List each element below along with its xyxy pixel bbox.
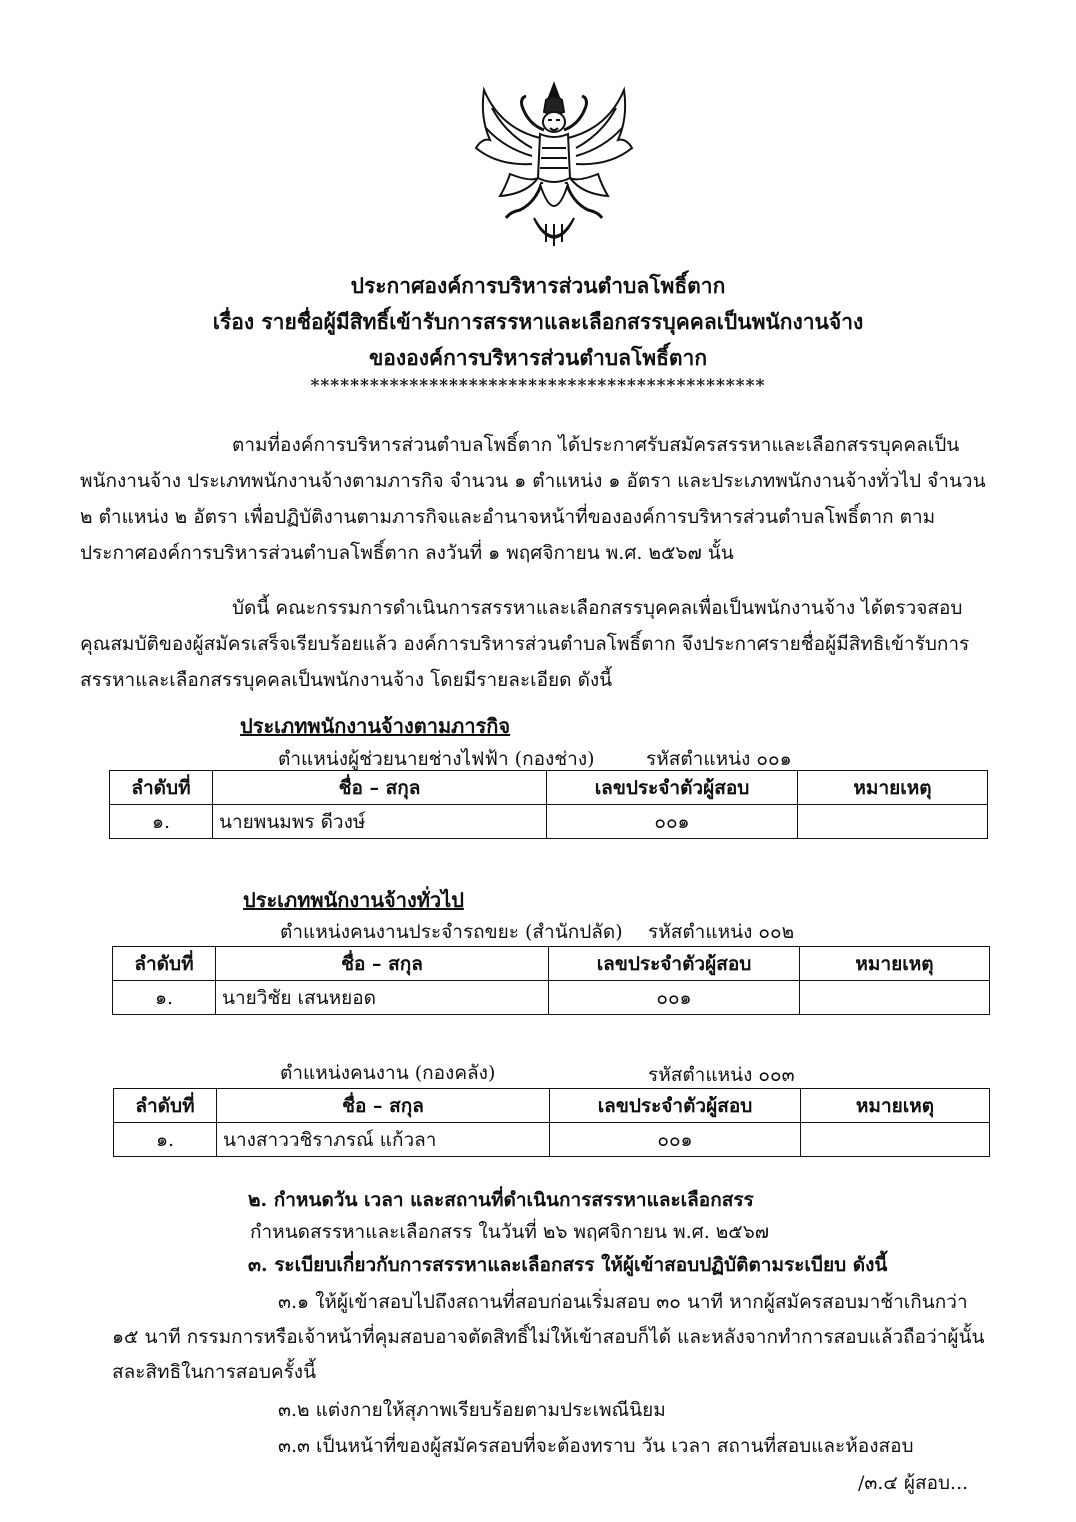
intro-paragraph-2-line-1: บัดนี้ คณะกรรมการดำเนินการสรรหาและเลือกสรรบุคคลเพื่อเป็นพนักงานจ้าง ได้ตรวจสอบ <box>232 597 963 619</box>
cell-remark <box>800 981 990 1015</box>
announcement-organization: ขององค์การบริหารส่วนตำบลโพธิ์ตาก <box>368 345 708 370</box>
intro-paragraph-2-line-2: คุณสมบัติของผู้สมัครเสร็จเรียบร้อยแล้ว องค์การบริหารส่วนตำบลโพธิ์ตาก จึงประกาศรายชื่อผู้มีสิทธิเข้ารับการ <box>80 633 970 655</box>
column-header-order: ลำดับที่ <box>110 771 213 805</box>
cell-name: นายวิชัย เสนหยอด <box>216 981 549 1015</box>
intro-paragraph-1-line-2: พนักงานจ้าง ประเภทพนักงานจ้างตามภารกิจ จำนวน ๑ ตำแหน่ง ๑ อัตรา และประเภทพนักงานจ้างทั่วไป จำนวน <box>80 470 986 492</box>
table-row <box>110 805 988 839</box>
section-3-table <box>113 1088 990 1157</box>
intro-paragraph-1-line-1: ตามที่องค์การบริหารส่วนตำบลโพธิ์ตาก ได้ประกาศรับสมัครสรรหาและเลือกสรรบุคคลเป็น <box>232 434 960 456</box>
item-3-1-line-3: สละสิทธิในการสอบครั้งนี้ <box>112 1361 317 1383</box>
cell-order: ๑. <box>114 1123 217 1157</box>
table-header-row <box>110 771 988 805</box>
cell-exam-id: ๐๐๑ <box>549 981 800 1015</box>
separator-stars: ********************************************** <box>310 376 766 396</box>
continuation-marker: /๓.๔ ผู้สอบ... <box>858 1472 969 1494</box>
section-2-position-code: รหัสตำแหน่ง ๐๐๒ <box>648 921 795 943</box>
section-3-position-code: รหัสตำแหน่ง ๐๐๓ <box>648 1064 795 1086</box>
item-3-1-line-1: ๓.๑ ให้ผู้เข้าสอบไปถึงสถานที่สอบก่อนเริ่มสอบ ๓๐ นาที หากผู้สมัครสอบมาช้าเกินกว่า <box>278 1291 968 1313</box>
column-header-name: ชื่อ – สกุล <box>216 947 549 981</box>
table-header-row <box>113 947 990 981</box>
section-1-position-code: รหัสตำแหน่ง ๐๐๑ <box>646 748 792 770</box>
announcement-subject: เรื่อง รายชื่อผู้มีสิทธิ์เข้ารับการสรรหาและเลือกสรรบุคคลเป็นพนักงานจ้าง <box>212 309 864 334</box>
cell-name: นายพนมพร ดีวงษ์ <box>213 805 547 839</box>
cell-exam-id: ๐๐๑ <box>547 805 798 839</box>
item-2-heading: ๒. กำหนดวัน เวลา และสถานที่ดำเนินการสรรหาและเลือกสรร <box>248 1189 754 1211</box>
cell-order: ๑. <box>113 981 216 1015</box>
section-1-heading: ประเภทพนักงานจ้างตามภารกิจ <box>240 714 511 738</box>
item-3-2: ๓.๒ แต่งกายให้สุภาพเรียบร้อยตามประเพณีนิยม <box>278 1399 666 1421</box>
section-1-table <box>109 770 988 839</box>
column-header-exam-id: เลขประจำตัวผู้สอบ <box>550 1089 801 1123</box>
cell-exam-id: ๐๐๑ <box>550 1123 801 1157</box>
cell-remark <box>798 805 988 839</box>
item-3-3: ๓.๓ เป็นหน้าที่ของผู้สมัครสอบที่จะต้องทราบ วัน เวลา สถานที่สอบและห้องสอบ <box>278 1435 914 1457</box>
item-3-1-line-2: ๑๕ นาที กรรมการหรือเจ้าหน้าที่คุมสอบอาจตัดสิทธิ์ไม่ให้เข้าสอบก็ได้ และหลังจากทำการสอบแล้วถือว่าผู้นั้น <box>112 1326 985 1348</box>
table-header-row <box>114 1089 990 1123</box>
section-2-position: ตำแหน่งคนงานประจำรถขยะ (สำนักปลัด) <box>280 921 623 943</box>
item-3-heading: ๓. ระเบียบเกี่ยวกับการสรรหาและเลือกสรร ให้ผู้เข้าสอบปฏิบัติตามระเบียบ ดังนี้ <box>248 1254 888 1276</box>
column-header-name: ชื่อ – สกุล <box>213 771 547 805</box>
item-2-text: กำหนดสรรหาและเลือกสรร ในวันที่ ๒๖ พฤศจิกายน พ.ศ. ๒๕๖๗ <box>250 1221 770 1243</box>
section-3-position: ตำแหน่งคนงาน (กองคลัง) <box>280 1062 496 1084</box>
column-header-remark: หมายเหตุ <box>801 1089 990 1123</box>
column-header-exam-id: เลขประจำตัวผู้สอบ <box>549 947 800 981</box>
announcement-title: ประกาศองค์การบริหารส่วนตำบลโพธิ์ตาก <box>350 273 726 298</box>
column-header-order: ลำดับที่ <box>114 1089 217 1123</box>
column-header-remark: หมายเหตุ <box>798 771 988 805</box>
column-header-order: ลำดับที่ <box>113 947 216 981</box>
table-row <box>114 1123 990 1157</box>
garuda-emblem-icon <box>470 78 638 258</box>
cell-remark <box>801 1123 990 1157</box>
intro-paragraph-2-line-3: สรรหาและเลือกสรรบุคคลเป็นพนักงานจ้าง โดยมีรายละเอียด ดังนี้ <box>80 669 613 691</box>
section-2-heading: ประเภทพนักงานจ้างทั่วไป <box>243 888 464 912</box>
intro-paragraph-1-line-4: ประกาศองค์การบริหารส่วนตำบลโพธิ์ตาก ลงวันที่ ๑ พฤศจิกายน พ.ศ. ๒๕๖๗ นั้น <box>80 542 734 564</box>
table-row <box>113 981 990 1015</box>
section-1-position: ตำแหน่งผู้ช่วยนายช่างไฟฟ้า (กองช่าง) <box>278 748 595 770</box>
cell-order: ๑. <box>110 805 213 839</box>
cell-name: นางสาววชิราภรณ์ แก้วลา <box>217 1123 550 1157</box>
column-header-remark: หมายเหตุ <box>800 947 990 981</box>
column-header-name: ชื่อ – สกุล <box>217 1089 550 1123</box>
column-header-exam-id: เลขประจำตัวผู้สอบ <box>547 771 798 805</box>
section-2-table <box>112 946 990 1015</box>
intro-paragraph-1-line-3: ๒ ตำแหน่ง ๒ อัตรา เพื่อปฏิบัติงานตามภารกิจและอำนาจหน้าที่ขององค์การบริหารส่วนตำบลโพธิ์ตาก ตาม <box>80 506 936 528</box>
